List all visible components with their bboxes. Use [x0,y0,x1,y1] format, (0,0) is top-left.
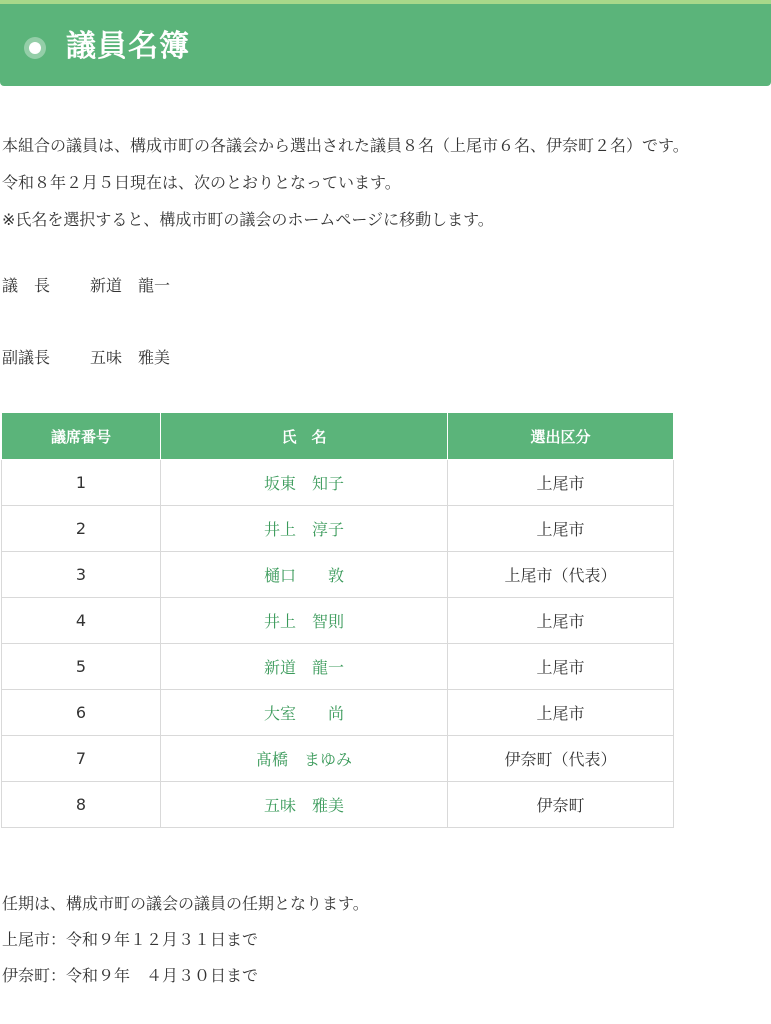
district-cell: 上尾市 [448,644,674,690]
seat-number-cell: 2 [2,506,161,552]
member-name-link[interactable]: 井上 智則 [263,612,344,631]
intro-line-3: ※氏名を選択すると、構成市町の議会のホームページに移動します。 [2,210,494,229]
header-name: 氏 名 [161,413,448,460]
district-cell: 上尾市 [448,460,674,506]
members-table [1,412,674,828]
term-line-2: 上尾市：令和９年１２月３１日まで [2,930,259,949]
page-header [0,0,771,86]
seat-number-cell: 8 [2,782,161,828]
member-name-link[interactable]: 新道 龍一 [263,658,344,677]
table-header-row [2,413,674,460]
member-name-link[interactable]: 樋口 敦 [263,566,344,585]
district-cell: 上尾市 [448,506,674,552]
table-row [2,782,674,828]
header-district: 選出区分 [448,413,674,460]
district-cell: 上尾市（代表） [448,552,674,598]
district-cell: 伊奈町（代表） [448,736,674,782]
table-row [2,552,674,598]
vice-chair-row [2,347,170,369]
member-name-cell [161,736,448,782]
member-name-cell [161,552,448,598]
member-name-link[interactable]: 髙橋 まゆみ [255,750,352,769]
term-text [2,886,771,994]
term-line-3: 伊奈町：令和９年 ４月３０日まで [2,966,259,985]
intro-line-2: 令和８年２月５日現在は、次のとおりとなっています。 [2,173,401,192]
member-name-cell [161,460,448,506]
district-cell: 上尾市 [448,690,674,736]
chair-role-label: 議 長 [2,276,51,295]
term-line-1: 任期は、構成市町の議会の議員の任期となります。 [2,894,369,913]
table-row [2,736,674,782]
intro-line-1: 本組合の議員は、構成市町の各議会から選出された議員８名（上尾市６名、伊奈町２名）です。 [2,136,689,155]
circle-bullet-icon [24,37,46,59]
district-cell: 伊奈町 [448,782,674,828]
seat-number-cell: 3 [2,552,161,598]
header-seat-number: 議席番号 [2,413,161,460]
page-title: 議員名簿 [66,29,190,64]
seat-number-cell: 1 [2,460,161,506]
seat-number-cell: 7 [2,736,161,782]
member-name-cell [161,598,448,644]
chair-name: 新道 龍一 [90,276,171,295]
seat-number-cell: 5 [2,644,161,690]
table-row [2,690,674,736]
member-name-link[interactable]: 大室 尚 [263,704,344,723]
table-row [2,460,674,506]
seat-number-cell: 4 [2,598,161,644]
intro-text [2,127,771,238]
vice-chair-role-label: 副議長 [2,348,51,367]
member-name-cell [161,782,448,828]
table-row [2,506,674,552]
seat-number-cell: 6 [2,690,161,736]
member-name-link[interactable]: 坂東 知子 [263,474,344,493]
district-cell: 上尾市 [448,598,674,644]
table-row [2,598,674,644]
member-name-cell [161,690,448,736]
member-name-link[interactable]: 井上 淳子 [263,520,344,539]
vice-chair-name: 五味 雅美 [90,348,171,367]
table-row [2,644,674,690]
member-name-link[interactable]: 五味 雅美 [263,796,344,815]
chair-row [2,275,170,297]
member-name-cell [161,644,448,690]
member-name-cell [161,506,448,552]
